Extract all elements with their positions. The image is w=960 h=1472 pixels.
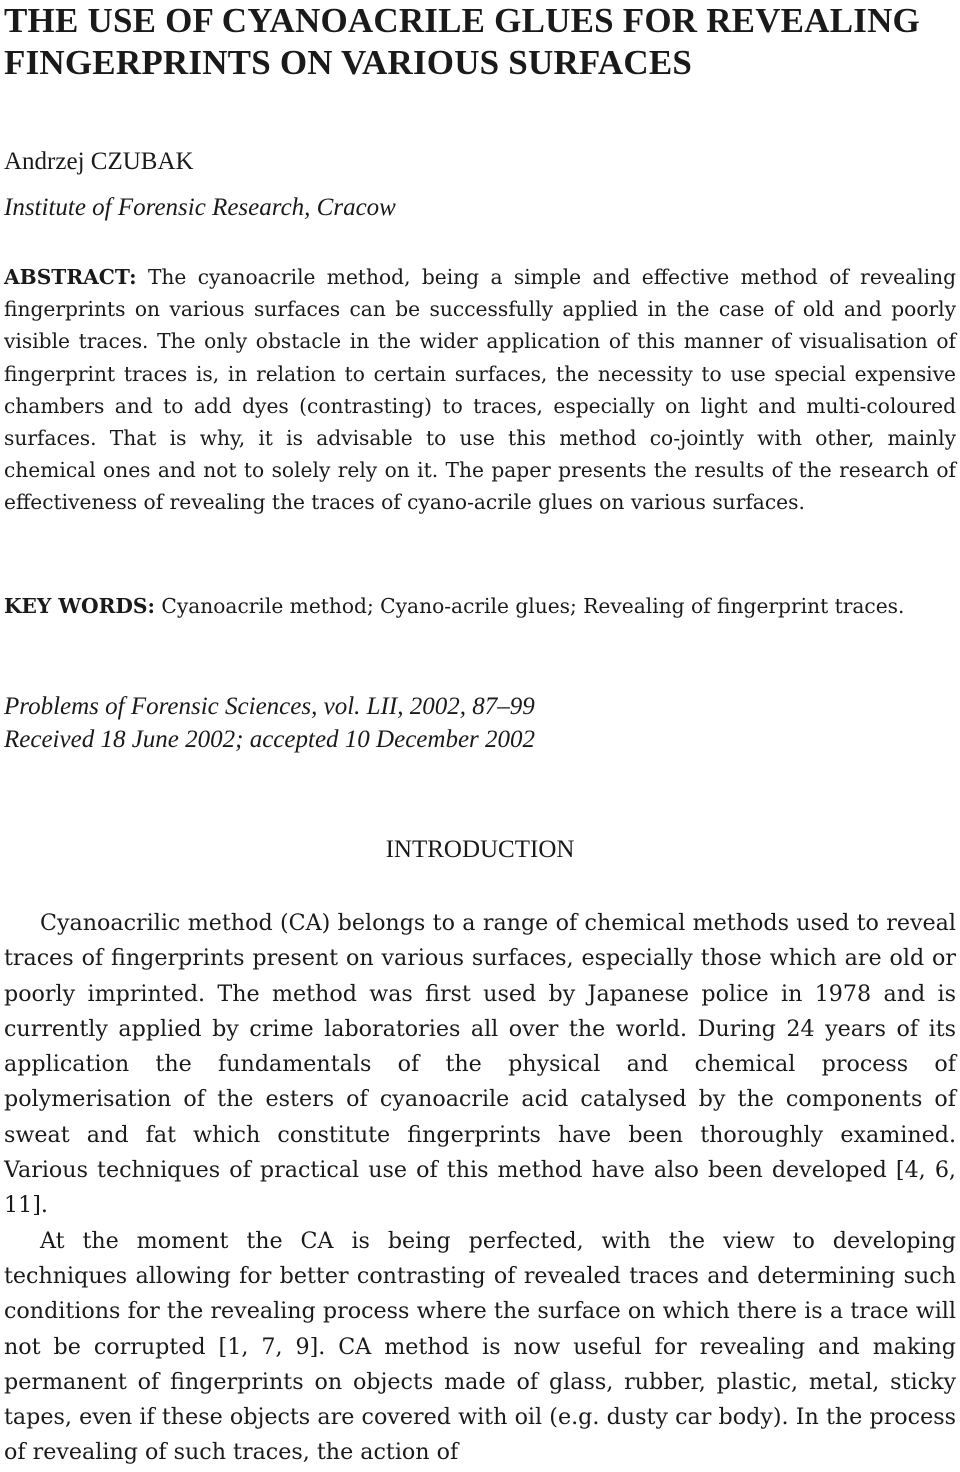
abstract-text: The cyanoacrile method, being a simple and effective method of revealing fingerprints on various surfaces can be successfully applied in the case of old and poorly visible traces. The only obstacle in the wider application of this manner of visualisation of fingerprint traces is, in relation to certain surfaces, the necessity to use special expensive chambers and to add dyes (contrasting) to traces, especially on light and multi-coloured surfaces. That is why, it is advisable to use this method co-jointly with other, mainly chemical ones and not to solely rely on it. The paper presents the results of the research of effectiveness of revealing the traces of cyano-acrile glues on various surfaces. xyxy=(4,265,956,515)
abstract xyxy=(4,261,956,519)
paragraph: Cyanoacrilic method (CA) belongs to a range of chemical methods used to reveal traces of fingerprints present on various surfaces, especially those which are old or poorly imprinted. The method was first used by Japanese police in 1978 and is currently applied by crime laboratories all over the world. During 24 years of its application the fundamentals of the physical and chemical process of polymerisation of the esters of cyanoacrile acid catalysed by the components of sweat and fat which constitute fingerprints have been thoroughly examined. Various techniques of practical use of this method have also been developed [4, 6, 11]. xyxy=(4,910,956,1219)
author-name: Andrzej CZUBAK xyxy=(4,148,194,175)
introduction-body xyxy=(4,906,956,1471)
section-heading-introduction: INTRODUCTION xyxy=(385,836,575,863)
article-title xyxy=(4,0,956,84)
author-affiliation: Institute of Forensic Research, Cracow xyxy=(4,194,396,221)
keywords-label: KEY WORDS: xyxy=(4,594,155,618)
keywords xyxy=(4,590,956,622)
article-title-line-2: FINGERPRINTS ON VARIOUS SURFACES xyxy=(4,43,693,82)
keywords-text: Cyanoacrile method; Cyano-acrile glues; Revealing of fingerprint traces. xyxy=(161,594,905,618)
received-dates: Received 18 June 2002; accepted 10 December 2002 xyxy=(4,726,536,753)
abstract-label: ABSTRACT: xyxy=(4,265,137,289)
journal-citation: Problems of Forensic Sciences, vol. LII, 2002, 87–99 xyxy=(4,693,535,720)
paragraph: At the moment the CA is being perfected, with the view to developing techniques allowing for better contrasting of revealed traces and determining such conditions for the revealing process where the surface on which there is a trace will not be corrupted [1, 7, 9]. CA method is now useful for revealing and making permanent of fingerprints on objects made of glass, rubber, plastic, metal, sticky tapes, even if these objects are covered with oil (e.g. dusty car body). In the process of revealing of such traces, the action of xyxy=(4,1227,956,1466)
article-title-line-1: THE USE OF CYANOACRILE GLUES FOR REVEALING xyxy=(4,1,920,40)
